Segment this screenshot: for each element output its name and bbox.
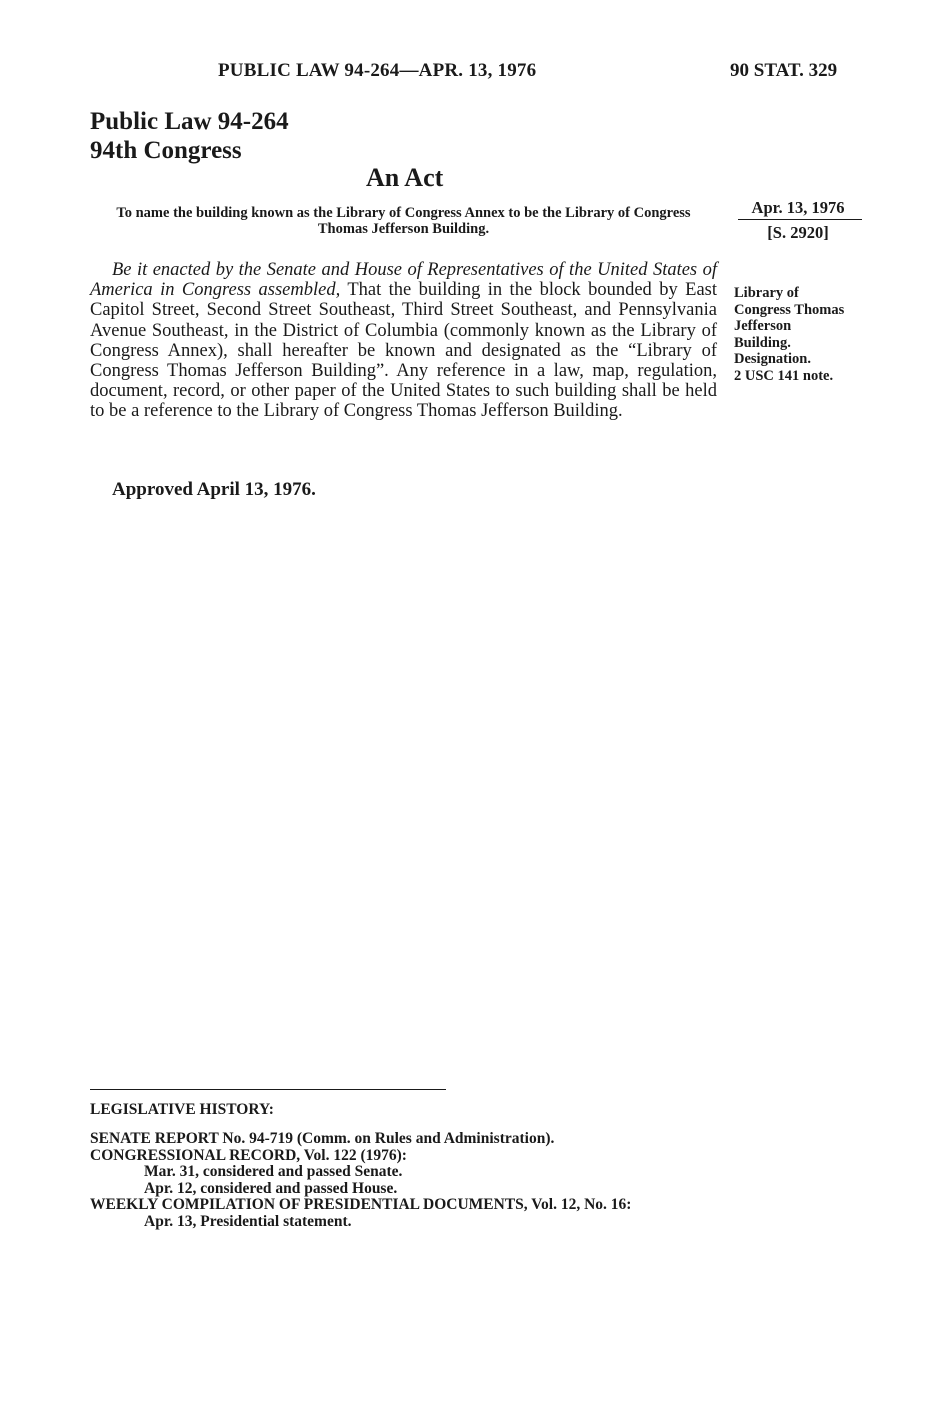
congress-number: 94th Congress (90, 137, 242, 164)
footnote-divider (90, 1089, 446, 1090)
side-note-line: Building. (734, 334, 791, 351)
legislative-history-line: Mar. 31, considered and passed Senate. (144, 1163, 403, 1180)
approval-date: Approved April 13, 1976. (112, 479, 316, 500)
enacting-clause: Be it enacted by the Senate and House of Representatives of the United States of America in Congress assembled, (90, 260, 717, 301)
legislative-history-line: SENATE REPORT No. 94-719 (Comm. on Rules and Administration). (90, 1130, 555, 1147)
act-body (90, 260, 717, 422)
side-note-line: Congress Thomas (734, 301, 845, 318)
side-note-line: Library of (734, 285, 799, 301)
side-note (734, 285, 874, 385)
long-title: To name the building known as the Library of Congress Annex to be the Library of Congress Thomas Jefferson Building. (116, 205, 691, 237)
act-title: An Act (366, 163, 444, 192)
legislative-history-line: WEEKLY COMPILATION OF PRESIDENTIAL DOCUMENTS, Vol. 12, No. 16: (90, 1196, 632, 1213)
statute-page-number: 90 STAT. 329 (730, 60, 838, 81)
act-text: That the building in the block bounded by East Capitol Street, Second Street Southeast, Third Street Southeast, and Pennsylvania Avenue Southeast, in the District of Columbia (commonly known as the Library of Congress Annex), shall hereafter be known and designated as the “Library of Congress Thomas Jefferson Building”. Any reference in a law, map, regulation, document, record, or other paper of the United States to such building shall be held to be a reference to the Library of Congress Thomas Jefferson Building. (90, 280, 717, 422)
public-law-number: Public Law 94-264 (90, 108, 289, 135)
legislative-history-heading: LEGISLATIVE HISTORY: (90, 1101, 274, 1118)
margin-date: Apr. 13, 1976 (751, 198, 845, 217)
legislative-history-line: CONGRESSIONAL RECORD, Vol. 122 (1976): (90, 1146, 407, 1164)
bill-number: [S. 2920] (767, 223, 829, 242)
legislative-history-list (90, 1131, 631, 1230)
running-head: PUBLIC LAW 94-264—APR. 13, 1976 (218, 60, 537, 81)
side-note-line: Jefferson (734, 318, 792, 335)
side-note-line: Designation. (734, 351, 811, 368)
margin-rule (738, 219, 862, 220)
side-note-line: 2 USC 141 note. (734, 367, 834, 384)
legislative-history-line: Apr. 12, considered and passed House. (144, 1179, 398, 1197)
legislative-history-line: Apr. 13, Presidential statement. (144, 1212, 352, 1230)
